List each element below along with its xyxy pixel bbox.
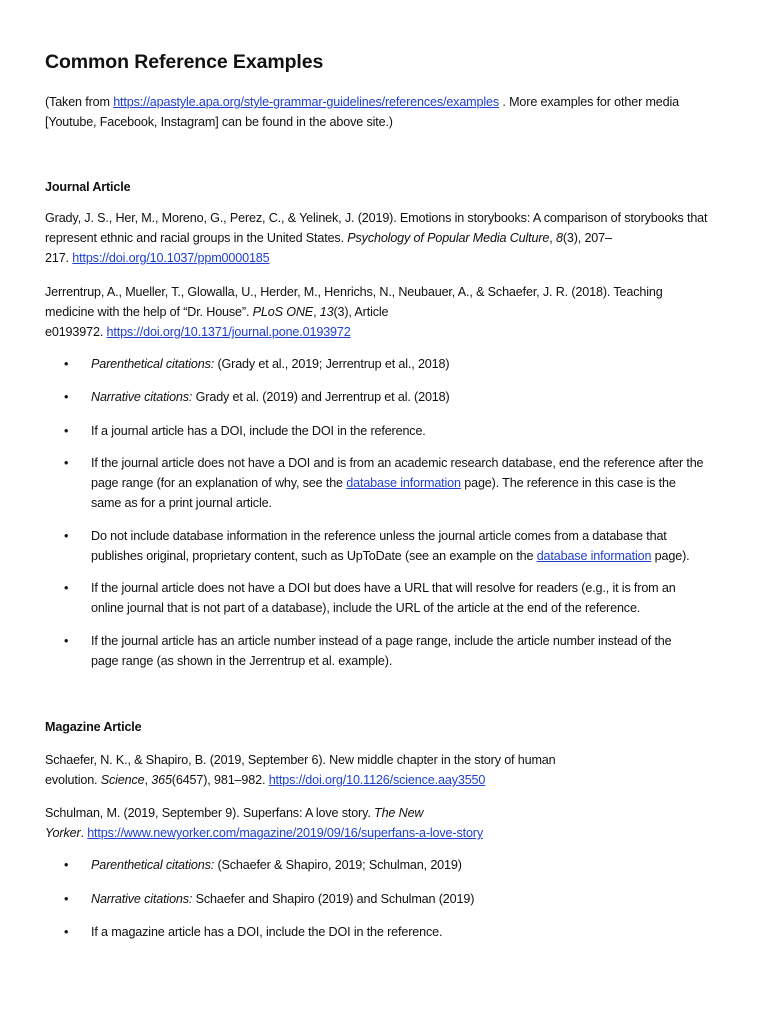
journal-reference-1 bbox=[45, 208, 735, 268]
magazine-reference-2 bbox=[45, 803, 735, 843]
list-item-text: page range (as shown in the Jerrentrup et al. example). bbox=[91, 654, 393, 668]
list-item-text: If the journal article does not have a DOI but does have a URL that will resolve for readers (e.g., it is from an bbox=[91, 581, 676, 595]
doi-link[interactable]: https://doi.org/10.1126/science.aay3550 bbox=[268, 773, 486, 787]
magazine-reference-1 bbox=[45, 750, 735, 790]
reference-text: represent ethnic and racial groups in the United States. bbox=[45, 231, 348, 245]
page-title: Common Reference Examples bbox=[45, 51, 324, 73]
list-item bbox=[64, 922, 741, 942]
apa-examples-link[interactable]: https://apastyle.apa.org/style-grammar-guidelines/references/examples bbox=[113, 95, 500, 109]
section-heading-journal: Journal Article bbox=[45, 180, 131, 194]
citation-label: Narrative citations: bbox=[91, 390, 193, 404]
volume-number: 13 bbox=[319, 305, 334, 319]
reference-line: Schaefer, N. K., & Shapiro, B. (2019, September 6). New middle chapter in the story of human bbox=[45, 753, 556, 767]
reference-text: 217. bbox=[45, 251, 73, 265]
list-item-text: same as for a print journal article. bbox=[91, 496, 272, 510]
reference-line bbox=[45, 803, 735, 823]
bullet-icon: • bbox=[64, 424, 69, 438]
citation-label: Parenthetical citations: bbox=[91, 858, 215, 872]
list-item bbox=[64, 578, 741, 618]
bullet-icon: • bbox=[64, 925, 69, 939]
journal-name: Science bbox=[100, 773, 145, 787]
list-item-text: If a magazine article has a DOI, include the DOI in the reference. bbox=[91, 925, 443, 939]
citation-text: Grady et al. (2019) and Jerrentrup et al. (2018) bbox=[192, 390, 450, 404]
reference-text: medicine with the help of “Dr. House”. bbox=[45, 305, 253, 319]
reference-line bbox=[45, 302, 735, 322]
section-heading-magazine: Magazine Article bbox=[45, 720, 142, 734]
reference-text: evolution. bbox=[45, 773, 101, 787]
list-item-text: If a journal article has a DOI, include the DOI in the reference. bbox=[91, 424, 426, 438]
magazine-name: The New bbox=[374, 806, 424, 820]
intro-line-1 bbox=[45, 92, 735, 112]
journal-name: Psychology of Popular Media Culture bbox=[347, 231, 550, 245]
list-item bbox=[64, 889, 741, 909]
reference-text: . bbox=[80, 826, 88, 840]
bullet-icon: • bbox=[64, 634, 69, 648]
database-information-link[interactable]: database information bbox=[536, 549, 652, 563]
reference-line bbox=[45, 823, 735, 843]
intro-text: (Taken from bbox=[45, 95, 114, 109]
reference-text: e0193972. bbox=[45, 325, 107, 339]
list-item-text: page range (for an explanation of why, see the bbox=[91, 476, 347, 490]
reference-text: Schulman, M. (2019, September 9). Superfans: A love story. bbox=[45, 806, 375, 820]
reference-line bbox=[45, 248, 735, 268]
list-item bbox=[64, 526, 741, 566]
doi-link[interactable]: https://doi.org/10.1037/ppm0000185 bbox=[72, 251, 270, 265]
bullet-icon: • bbox=[64, 858, 69, 872]
doi-link[interactable]: https://doi.org/10.1371/journal.pone.0193972 bbox=[106, 325, 351, 339]
intro-text: . More examples for other media bbox=[499, 95, 680, 109]
reference-line bbox=[45, 228, 735, 248]
bullet-icon: • bbox=[64, 581, 69, 595]
citation-text: Schaefer and Shapiro (2019) and Schulman (2019) bbox=[192, 892, 475, 906]
reference-line bbox=[45, 770, 735, 790]
bullet-icon: • bbox=[64, 390, 69, 404]
citation-text: (Grady et al., 2019; Jerrentrup et al., 2018) bbox=[214, 357, 450, 371]
list-item-text: If the journal article does not have a DOI and is from an academic research database, end the reference after the bbox=[91, 456, 704, 470]
list-item-text: page). The reference in this case is the bbox=[460, 476, 676, 490]
bullet-icon: • bbox=[64, 529, 69, 543]
bullet-icon: • bbox=[64, 357, 69, 371]
article-url-link[interactable]: https://www.newyorker.com/magazine/2019/09/16/superfans-a-love-story bbox=[87, 826, 483, 840]
list-item-text: publishes original, proprietary content, such as UpToDate (see an example on the bbox=[91, 549, 537, 563]
citation-text: (Schaefer & Shapiro, 2019; Schulman, 2019) bbox=[214, 858, 462, 872]
journal-name: PLoS ONE bbox=[252, 305, 314, 319]
bullet-icon: • bbox=[64, 456, 69, 470]
journal-reference-2 bbox=[45, 282, 735, 342]
list-item bbox=[64, 855, 741, 875]
reference-text: (3), Article bbox=[333, 305, 389, 319]
reference-line: Grady, J. S., Her, M., Moreno, G., Perez, C., & Yelinek, J. (2019). Emotions in storybooks: A comparison of storybooks that bbox=[45, 211, 708, 225]
reference-line: Jerrentrup, A., Mueller, T., Glowalla, U., Herder, M., Henrichs, N., Neubauer, A., & Schaefer, J. R. (2018). Teaching bbox=[45, 285, 663, 299]
reference-text: , bbox=[549, 231, 556, 245]
intro-paragraph bbox=[45, 92, 735, 132]
reference-line bbox=[45, 322, 735, 342]
list-item-text: If the journal article has an article number instead of a page range, include the article number instead of the bbox=[91, 634, 672, 648]
database-information-link[interactable]: database information bbox=[346, 476, 461, 490]
list-item bbox=[64, 631, 741, 671]
intro-line-2: [Youtube, Facebook, Instagram] can be found in the above site.) bbox=[45, 115, 393, 129]
reference-text: , bbox=[144, 773, 152, 787]
citation-label: Narrative citations: bbox=[91, 892, 193, 906]
list-item-text: Do not include database information in the reference unless the journal article comes from a database that bbox=[91, 529, 667, 543]
citation-label: Parenthetical citations: bbox=[91, 357, 215, 371]
list-item bbox=[64, 387, 741, 407]
magazine-name: Yorker bbox=[45, 826, 81, 840]
volume-number: 365 bbox=[151, 773, 172, 787]
bullet-icon: • bbox=[64, 892, 69, 906]
list-item bbox=[64, 421, 741, 441]
list-item bbox=[64, 453, 741, 513]
list-item-text: page). bbox=[651, 549, 690, 563]
list-item-text: online journal that is not part of a database), include the URL of the article at the end of the reference. bbox=[91, 601, 641, 615]
list-item-text bbox=[91, 546, 741, 566]
reference-text: (6457), 981–982. bbox=[171, 773, 269, 787]
list-item-text bbox=[91, 473, 741, 493]
reference-text: , bbox=[313, 305, 320, 319]
reference-text: (3), 207– bbox=[562, 231, 612, 245]
volume-number: 8 bbox=[555, 231, 563, 245]
list-item bbox=[64, 354, 741, 374]
